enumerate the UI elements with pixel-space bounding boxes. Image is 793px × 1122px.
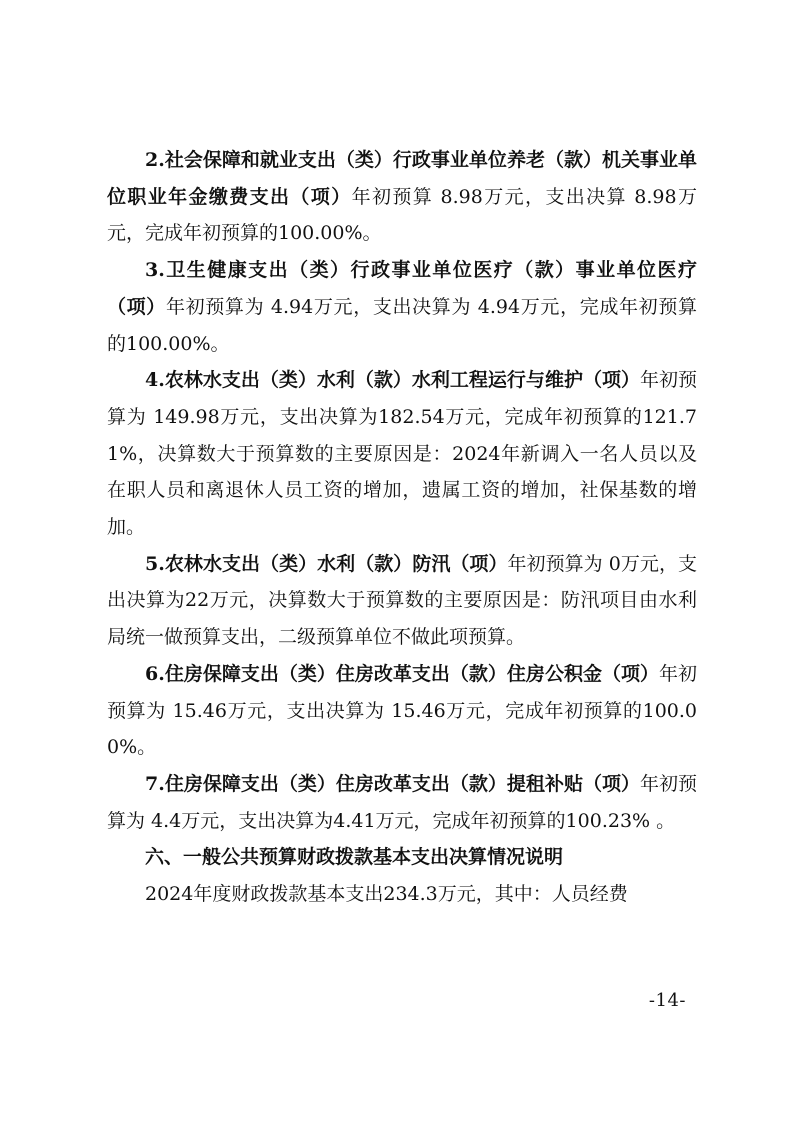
paragraph-item-5-text: 年初预算为 0万元，支出决算为22万元，决算数大于预算数的主要原因是：防汛项目由水利局统一做预算支出，二级预算单位不做此项预算。 (107, 552, 697, 649)
document-body (107, 142, 697, 913)
paragraph-item-7-text: 年初预算为 4.4万元，支出决算为4.41万元，完成年初预算的100.23% 。 (107, 772, 697, 832)
paragraph-item-2-text: 年初预算 8.98万元，支出决算 8.98万元，完成年初预算的100.00%。 (107, 185, 697, 245)
paragraph-item-6-text: 年初预算为 15.46万元，支出决算为 15.46万元，完成年初预算的100.00%。 (107, 662, 697, 759)
paragraph-item-6-heading: 6.住房保障支出（类）住房改革支出（款）住房公积金（项） (145, 662, 659, 685)
paragraph-item-3-heading: 3.卫生健康支出（类）行政事业单位医疗（款）事业单位医疗（项） (107, 259, 697, 318)
paragraph-item-5 (107, 546, 697, 656)
paragraph-item-4-text: 年初预算为 149.98万元，支出决算为182.54万元，完成年初预算的121.71%，决算数大于预算数的主要原因是：2024年新调入一名人员以及在职人员和离退休人员工资的增加，遗属工资的增加，社保基数的增加。 (107, 369, 697, 539)
paragraph-item-3 (107, 252, 697, 362)
paragraph-item-2-heading: 2.社会保障和就业支出（类）行政事业单位养老（款）机关事业单位职业年金缴费支出（项） (107, 149, 697, 208)
paragraph-item-4-heading: 4.农林水支出（类）水利（款）水利工程运行与维护（项） (145, 369, 640, 392)
paragraph-item-7 (107, 766, 697, 839)
paragraph-item-7-heading: 7.住房保障支出（类）住房改革支出（款）提租补贴（项） (145, 772, 640, 795)
last-paragraph: 2024年度财政拨款基本支出234.3万元，其中：人员经费 (145, 883, 628, 906)
paragraph-item-6 (107, 656, 697, 766)
paragraph-item-5-heading: 5.农林水支出（类）水利（款）防汛（项） (145, 552, 508, 575)
page-number: -14- (648, 990, 686, 1011)
section-heading: 六、一般公共预算财政拨款基本支出决算情况说明 (145, 846, 564, 869)
paragraph-item-4 (107, 362, 697, 546)
paragraph-item-2 (107, 142, 697, 252)
paragraph-item-3-text: 年初预算为 4.94万元，支出决算为 4.94万元，完成年初预算的100.00%。 (107, 295, 697, 355)
